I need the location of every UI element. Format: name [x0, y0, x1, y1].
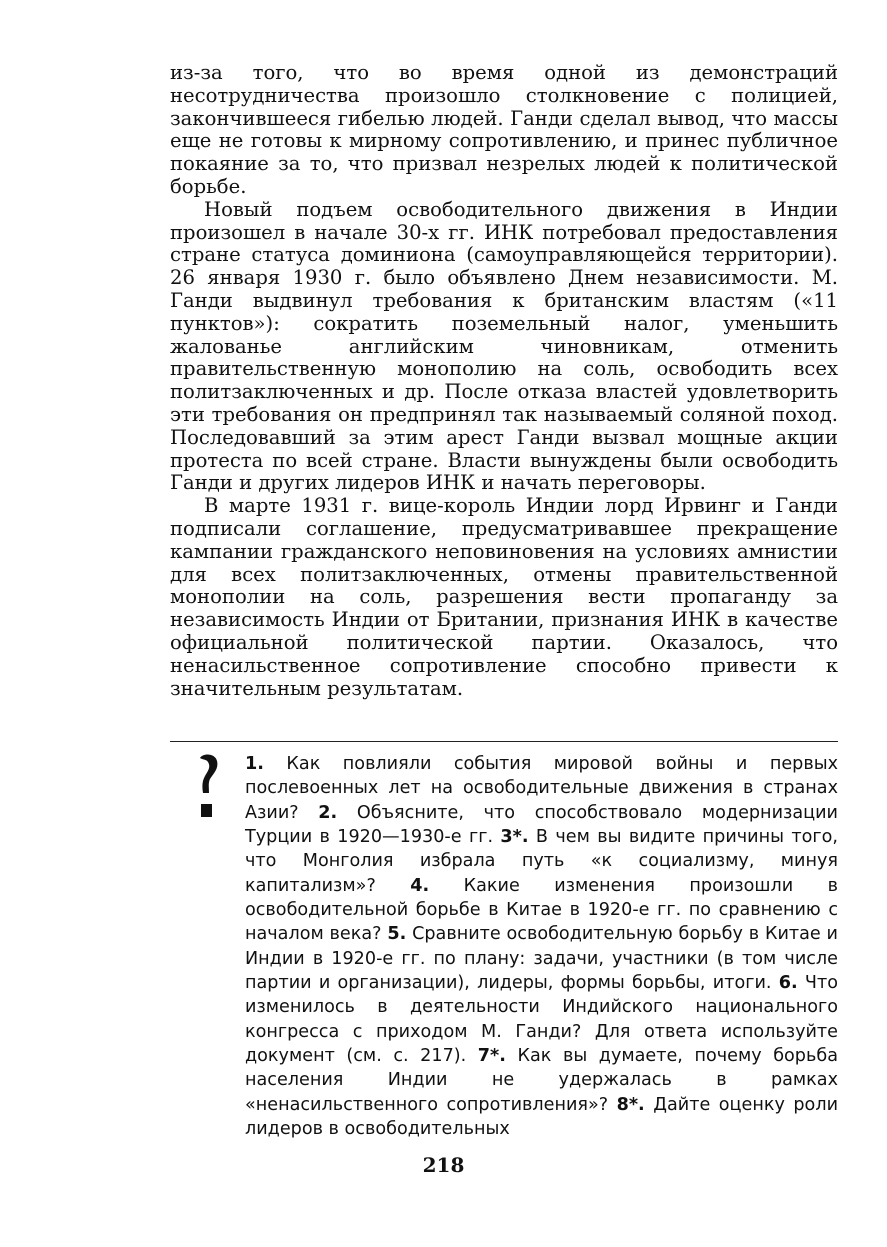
question-5-text: Сравните освободительную борьбу в Китае и Индии в 1920-е гг. по плану: задачи, участники (в том числе партии и организации), лидеры, формы борьбы, итоги.	[245, 924, 838, 994]
question-8-text: Дайте оценку роли лидеров в освободительных	[245, 1094, 838, 1140]
page-number: 218	[422, 1153, 465, 1177]
question-6-text: Что изменилось в деятельности Индийского национального конгресса с приходом М. Ганди? Для ответа используйте документ (см. с. 217).	[245, 973, 838, 1067]
question-1-number: 1.	[245, 754, 264, 774]
questions-divider	[170, 741, 838, 742]
question-3-text: В чем вы видите причины того, что Монголия избрала путь «к социализму, минуя капитализм»?	[245, 827, 838, 896]
question-mark-icon	[195, 752, 221, 822]
question-5-number: 5.	[387, 924, 407, 945]
questions-text	[245, 752, 838, 1142]
paragraph-3: В марте 1931 г. вице-король Индии лорд Ирвинг и Ганди подписали соглашение, предусматривавшее прекращение кампании гражданского неповиновения на условиях амнистии для всех политзаключенных, отмены правительственной монополии на соль, разрешения вести пропаганду за независимость Индии от Британии, признания ИНК в качестве официальной политической партии. Оказалось, что ненасильственное сопротивление способно привести к значительным результатам.	[170, 494, 838, 700]
question-2-number: 2.	[318, 802, 338, 823]
question-6-number: 6.	[778, 973, 798, 994]
paragraph-1: из-за того, что во время одной из демонстраций несотрудничества произошло столкновение с полицией, закончившееся гибелью людей. Ганди сделал вывод, что массы еще не готовы к мирному сопротивлению, и принес публичное покаяние за то, что призвал незрелых людей к политической борьбе.	[170, 61, 838, 198]
main-text	[170, 62, 838, 700]
question-1-text: Как повлияли события мировой войны и первых послевоенных лет на освободительные движения в странах Азии?	[245, 754, 838, 823]
question-8-number: 8*.	[616, 1094, 645, 1115]
question-4-text: Какие изменения произошли в освободительной борьбе в Китае в 1920-е гг. по сравнению с началом века?	[245, 875, 838, 945]
question-7-text: Как вы думаете, почему борьба населения Индии не удержалась в рамках «ненасильственного сопротивления»?	[245, 1046, 838, 1115]
paragraph-2: Новый подъем освободительного движения в Индии произошел в начале 30-х гг. ИНК потребовал предоставления стране статуса доминиона (самоуправляющейся территории). 26 января 1930 г. было объявлено Днем независимости. М. Ганди выдвинул требования к британским властям («11 пунктов»): сократить поземельный налог, уменьшить жалованье английским чиновникам, отменить правительственную монополию на соль, освободить всех политзаключенных и др. После отказа властей удовлетворить эти требования он предпринял так называемый соляной поход. Последовавший за этим арест Ганди вызвал мощные акции протеста по всей стране. Власти вынуждены были освободить Ганди и других лидеров ИНК и начать переговоры.	[170, 197, 838, 495]
question-4-number: 4.	[410, 875, 430, 896]
question-2-text: Объясните, что способствовало модернизации Турции в 1920—1930-е гг.	[245, 802, 838, 848]
question-3-number: 3*.	[500, 827, 529, 848]
question-7-number: 7*.	[477, 1046, 506, 1067]
